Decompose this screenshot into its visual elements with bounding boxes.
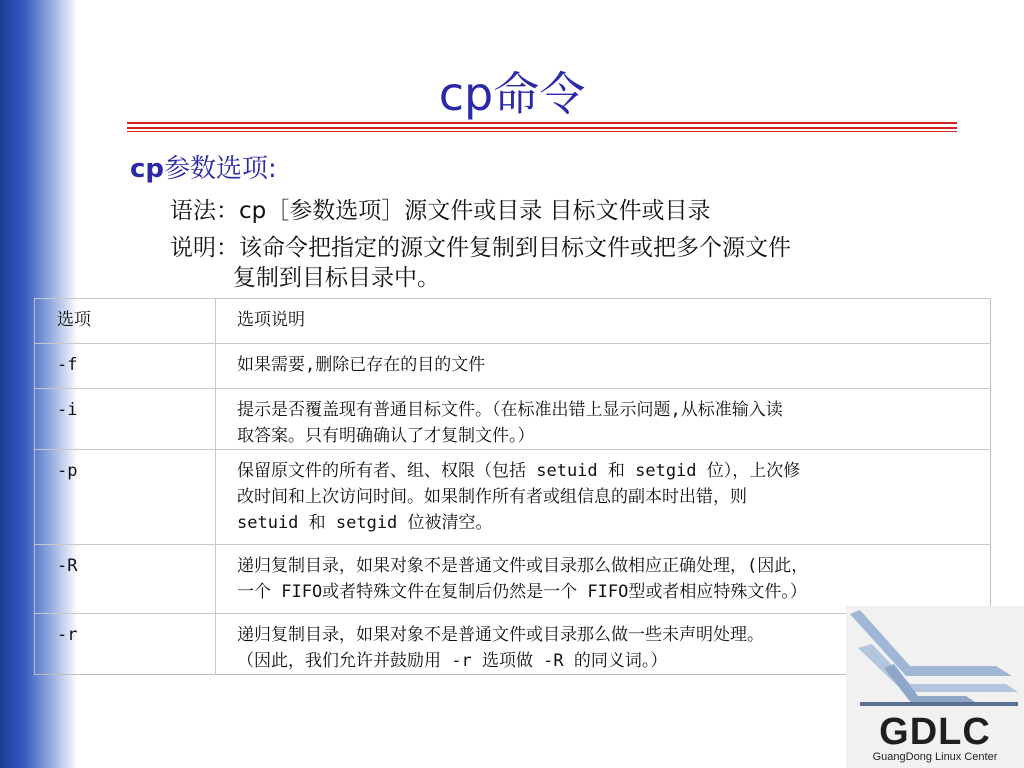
description-line: 一个 FIFO或者特殊文件在复制后仍然是一个 FIFO型或者相应特殊文件。）	[237, 582, 807, 602]
logo-subtitle: GuangDong Linux Center	[872, 751, 998, 763]
heading-text: 参数选项:	[164, 154, 277, 184]
title-rule	[127, 131, 957, 132]
description-line: 改时间和上次访问时间。如果制作所有者或组信息的副本时出错，则	[237, 487, 747, 507]
section-heading	[130, 148, 277, 185]
table-row	[35, 344, 991, 389]
option-cell: -i	[35, 389, 216, 450]
description-line: setuid 和 setgid 位被清空。	[237, 513, 493, 533]
option-cell: -r	[35, 614, 216, 675]
table-row	[35, 389, 991, 450]
title-rule	[127, 127, 957, 129]
slide-title: cp命令	[438, 67, 586, 121]
option-cell: -f	[35, 344, 216, 389]
description-line: 提示是否覆盖现有普通目标文件。（在标准出错上显示问题,从标准输入读	[237, 400, 783, 420]
description-line: 如果需要,删除已存在的目的文件	[237, 355, 486, 375]
description-line: 取答案。只有明确确认了才复制文件。）	[237, 426, 535, 446]
title-rule	[127, 122, 957, 124]
description-cell	[216, 389, 991, 450]
table-row	[35, 545, 991, 614]
description-cell	[216, 450, 991, 545]
description-cell	[216, 344, 991, 389]
description-line: 递归复制目录，如果对象不是普通文件或目录那么做相应正确处理，(因此，	[237, 556, 809, 576]
description-line: 递归复制目录，如果对象不是普通文件或目录那么做一些未声明处理。	[237, 625, 764, 645]
header-option: 选项	[35, 299, 216, 344]
description-line-cont: 复制到目标目录中。	[233, 265, 440, 291]
heading-prefix: cp	[130, 154, 165, 184]
header-description: 选项说明	[216, 299, 991, 344]
description-cell	[216, 545, 991, 614]
option-cell: -R	[35, 545, 216, 614]
logo-name: GDLC	[879, 711, 991, 753]
table-row	[35, 450, 991, 545]
syntax-line: 语法：cp［参数选项］源文件或目录 目标文件或目录	[170, 198, 711, 224]
option-cell: -p	[35, 450, 216, 545]
table-header-row	[35, 299, 991, 344]
description-line: 保留原文件的所有者、组、权限（包括 setuid 和 setgid 位），上次修	[237, 461, 801, 481]
description-line: （因此，我们允许并鼓励用 -r 选项做 -R 的同义词。）	[237, 651, 668, 671]
description-line: 说明：该命令把指定的源文件复制到目标文件或把多个源文件	[170, 235, 791, 261]
